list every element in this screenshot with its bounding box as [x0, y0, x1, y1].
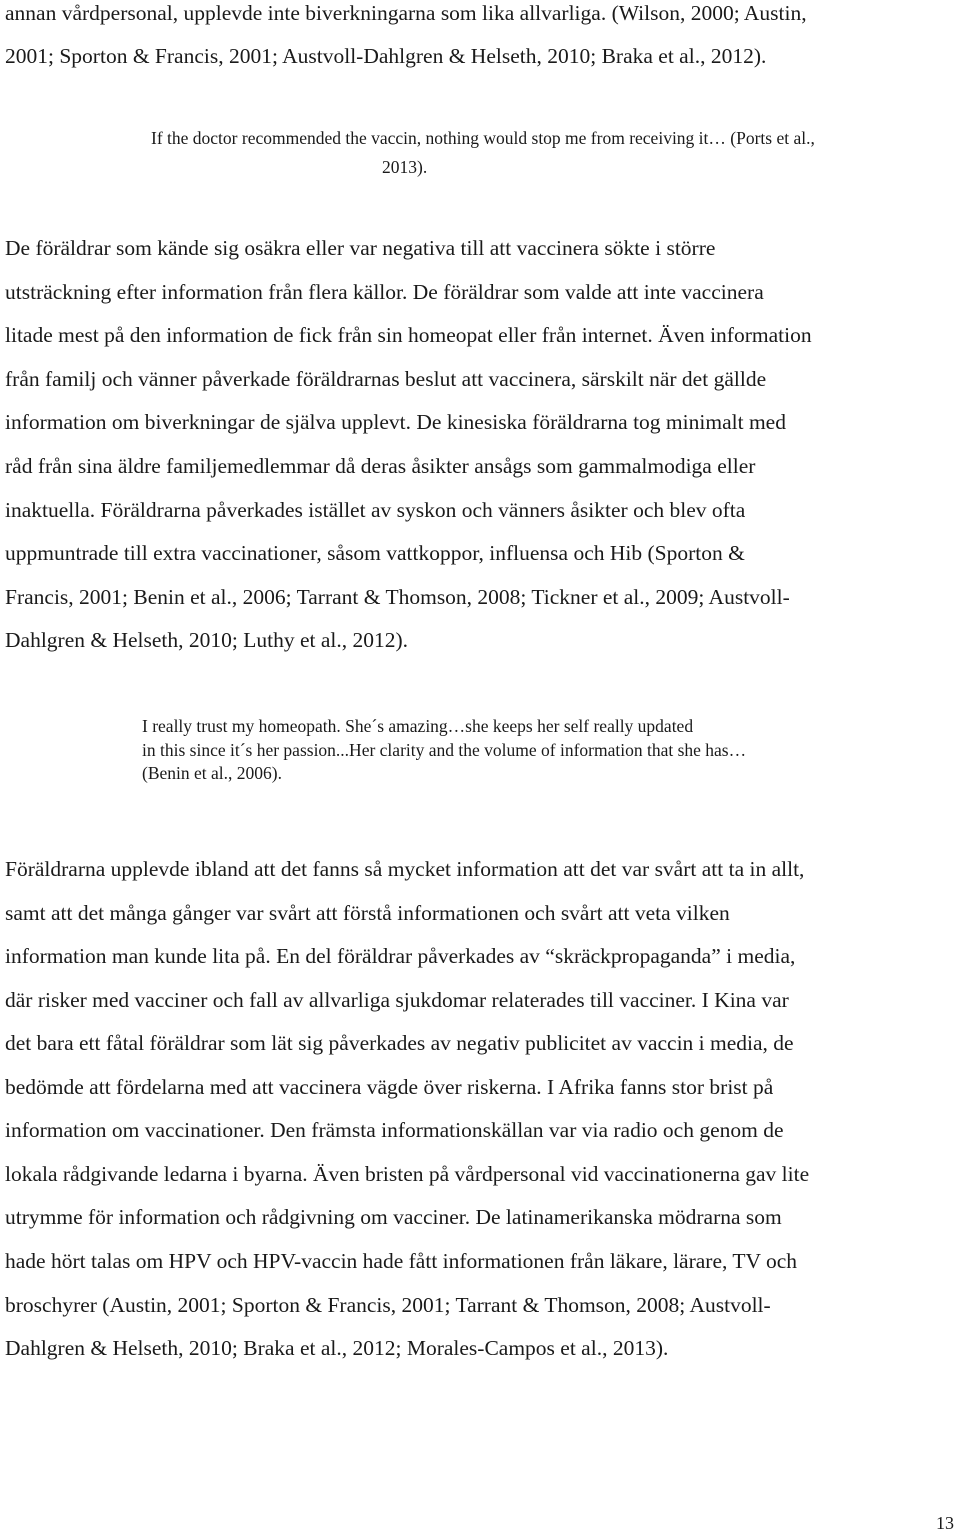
text-line: Dahlgren & Helseth, 2010; Luthy et al., 2012). — [5, 628, 409, 652]
text-line: Dahlgren & Helseth, 2010; Braka et al., 2012; Morales-Campos et al., 2013). — [5, 1336, 669, 1360]
text-line: bedömde att fördelarna med att vaccinera vägde över riskerna. I Afrika fanns stor brist på — [5, 1075, 774, 1099]
text-line: annan vårdpersonal, upplevde inte biverkningarna som lika allvarliga. (Wilson, 2000; Austin, — [5, 1, 807, 25]
text-line: litade mest på den information de fick från sin homeopat eller från internet. Även information — [5, 323, 812, 347]
text-line: utrymme för information och rådgivning om vacciner. De latinamerikanska mödrarna som — [5, 1205, 782, 1229]
block-quote-line: If the doctor recommended the vaccin, nothing would stop me from receiving it… (Ports et al., — [151, 128, 815, 148]
text-line: broschyrer (Austin, 2001; Sporton & Francis, 2001; Tarrant & Thomson, 2008; Austvoll- — [5, 1293, 771, 1317]
text-line: inaktuella. Föräldrarna påverkades istället av syskon och vänners åsikter och blev ofta — [5, 498, 746, 522]
text-line: utsträckning efter information från flera källor. De föräldrar som valde att inte vaccinera — [5, 280, 764, 304]
text-line: råd från sina äldre familjemedlemmar då deras åsikter ansågs som gammalmodiga eller — [5, 454, 756, 478]
text-line: Föräldrarna upplevde ibland att det fanns så mycket information att det var svårt att ta in allt, — [5, 857, 805, 881]
text-line: information om vaccinationer. Den främsta informationskällan var via radio och genom de — [5, 1118, 784, 1142]
block-quote-line: 2013). — [382, 157, 428, 177]
text-line: 2001; Sporton & Francis, 2001; Austvoll-Dahlgren & Helseth, 2010; Braka et al., 2012). — [5, 44, 767, 68]
text-line: från familj och vänner påverkade föräldrarnas beslut att vaccinera, särskilt när det gällde — [5, 367, 767, 391]
text-line: där risker med vacciner och fall av allvarliga sjukdomar relaterades till vacciner. I Kina var — [5, 988, 789, 1012]
text-line: information man kunde lita på. En del föräldrar påverkades av “skräckpropaganda” i media, — [5, 944, 796, 968]
block-quote-line: in this since it´s her passion...Her clarity and the volume of information that she has… — [142, 740, 747, 760]
text-line: Francis, 2001; Benin et al., 2006; Tarrant & Thomson, 2008; Tickner et al., 2009; Austvoll- — [5, 585, 790, 609]
text-line: hade hört talas om HPV och HPV-vaccin hade fått informationen från läkare, lärare, TV och — [5, 1249, 798, 1273]
page-number: 13 — [936, 1513, 954, 1533]
block-quote-line: (Benin et al., 2006). — [142, 763, 282, 783]
text-line: De föräldrar som kände sig osäkra eller var negativa till att vaccinera sökte i större — [5, 236, 716, 260]
text-line: lokala rådgivande ledarna i byarna. Även bristen på vårdpersonal vid vaccinationerna gav lite — [5, 1162, 810, 1186]
block-quote-line: I really trust my homeopath. She´s amazing…she keeps her self really updated — [142, 716, 694, 736]
text-line: uppmuntrade till extra vaccinationer, såsom vattkoppor, influensa och Hib (Sporton & — [5, 541, 745, 565]
text-line: information om biverkningar de själva upplevt. De kinesiska föräldrarna tog minimalt med — [5, 410, 786, 434]
text-line: samt att det många gånger var svårt att förstå informationen och svårt att veta vilken — [5, 901, 730, 925]
text-line: det bara ett fåtal föräldrar som lät sig påverkades av negativ publicitet av vaccin i media, de — [5, 1031, 794, 1055]
